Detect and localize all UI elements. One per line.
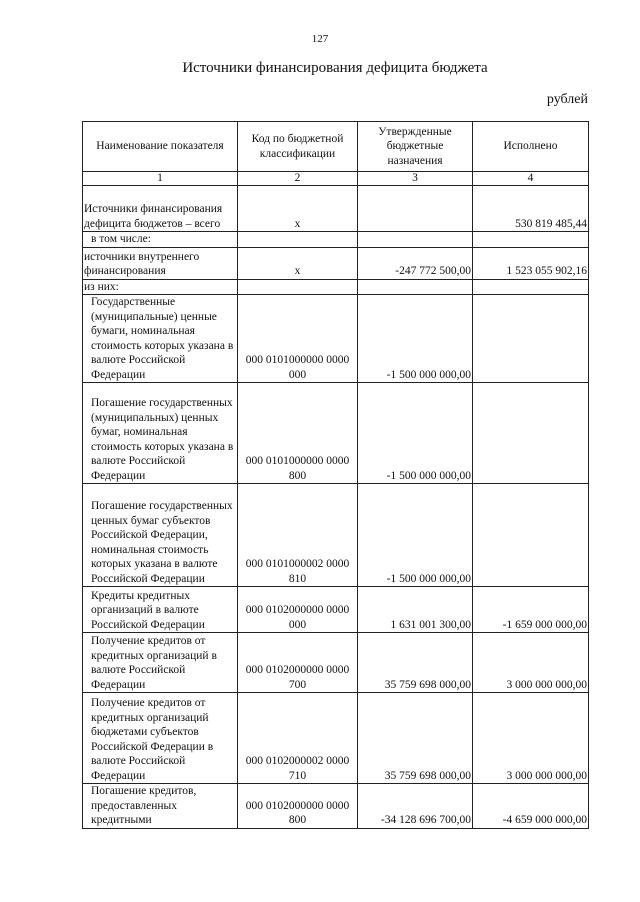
row-executed [473, 383, 589, 484]
header-approved: Утвержденные бюджетные назначения [358, 122, 473, 172]
row-approved: -247 772 500,00 [358, 247, 473, 279]
row-approved: -1 500 000 000,00 [358, 295, 473, 383]
row-code: 000 0101000002 0000 810 [238, 484, 358, 587]
row-name: Погашение кредитов, предоставленных кредитными [83, 784, 238, 829]
row-code: 000 0102000000 0000 700 [238, 633, 358, 693]
row-approved: 35 759 698 000,00 [358, 633, 473, 693]
row-name: Кредиты кредитных организаций в валюте Российской Федерации [83, 587, 238, 633]
column-number: 4 [473, 172, 589, 186]
row-code [238, 279, 358, 295]
row-approved: 1 631 001 300,00 [358, 587, 473, 633]
row-code: 000 0101000000 0000 800 [238, 383, 358, 484]
table-row [83, 186, 589, 232]
column-number-row [83, 172, 589, 186]
table-row [83, 633, 589, 693]
header-indicator-name: Наименование показателя [83, 122, 238, 172]
row-code: 000 0102000000 0000 000 [238, 587, 358, 633]
row-executed [473, 279, 589, 295]
row-code: 000 0102000000 0000 800 [238, 784, 358, 829]
row-code: 000 0101000000 0000 000 [238, 295, 358, 383]
table-row [83, 784, 589, 829]
row-executed: -4 659 000 000,00 [473, 784, 589, 829]
row-name: Погашение государственных (муниципальных) ценных бумаг, номинальная стоимость которых указана в валюте Российской Федерации [83, 383, 238, 484]
column-number: 2 [238, 172, 358, 186]
row-executed: 3 000 000 000,00 [473, 693, 589, 784]
row-executed: 3 000 000 000,00 [473, 633, 589, 693]
row-approved: -1 500 000 000,00 [358, 383, 473, 484]
row-approved [358, 232, 473, 248]
row-approved [358, 279, 473, 295]
row-code: x [238, 247, 358, 279]
row-executed [473, 295, 589, 383]
table-row [83, 279, 589, 295]
row-approved [358, 186, 473, 232]
row-name: Государственные (муниципальные) ценные бумаги, номинальная стоимость которых указана в валюте Российской Федерации [83, 295, 238, 383]
row-code: 000 0102000002 0000 710 [238, 693, 358, 784]
table-row [83, 232, 589, 248]
row-name: Погашение государственных ценных бумаг субъектов Российской Федерации, номинальная стоимость которых указана в валюте Российской Федерации [83, 484, 238, 587]
row-approved: -34 128 696 700,00 [358, 784, 473, 829]
row-name: Источники финансирования дефицита бюджетов – всего [83, 186, 238, 232]
table-row [83, 587, 589, 633]
row-name: из них: [83, 279, 238, 295]
header-executed: Исполнено [473, 122, 589, 172]
table-header-row [83, 122, 589, 172]
table-row [83, 247, 589, 279]
row-name: Получение кредитов от кредитных организаций в валюте Российской Федерации [83, 633, 238, 693]
page-title: Источники финансирования дефицита бюджета [182, 60, 488, 76]
column-number: 1 [83, 172, 238, 186]
row-approved: -1 500 000 000,00 [358, 484, 473, 587]
row-executed [473, 484, 589, 587]
column-number: 3 [358, 172, 473, 186]
table-row [83, 383, 589, 484]
row-code [238, 232, 358, 248]
row-executed: 530 819 485,44 [473, 186, 589, 232]
row-name: источники внутреннего финансирования [83, 247, 238, 279]
row-executed: 1 523 055 902,16 [473, 247, 589, 279]
row-approved: 35 759 698 000,00 [358, 693, 473, 784]
row-code: x [238, 186, 358, 232]
page-number: 127 [311, 33, 329, 45]
row-name: Получение кредитов от кредитных организаций бюджетами субъектов Российской Федерации в валюте Российской Федерации [83, 693, 238, 784]
currency-unit: рублей [546, 92, 588, 107]
budget-deficit-sources-table [82, 121, 589, 829]
header-budget-code: Код по бюджетной классификации [238, 122, 358, 172]
table-row [83, 484, 589, 587]
row-name: в том числе: [83, 232, 238, 248]
table-row [83, 693, 589, 784]
table-row [83, 295, 589, 383]
row-executed: -1 659 000 000,00 [473, 587, 589, 633]
row-executed [473, 232, 589, 248]
